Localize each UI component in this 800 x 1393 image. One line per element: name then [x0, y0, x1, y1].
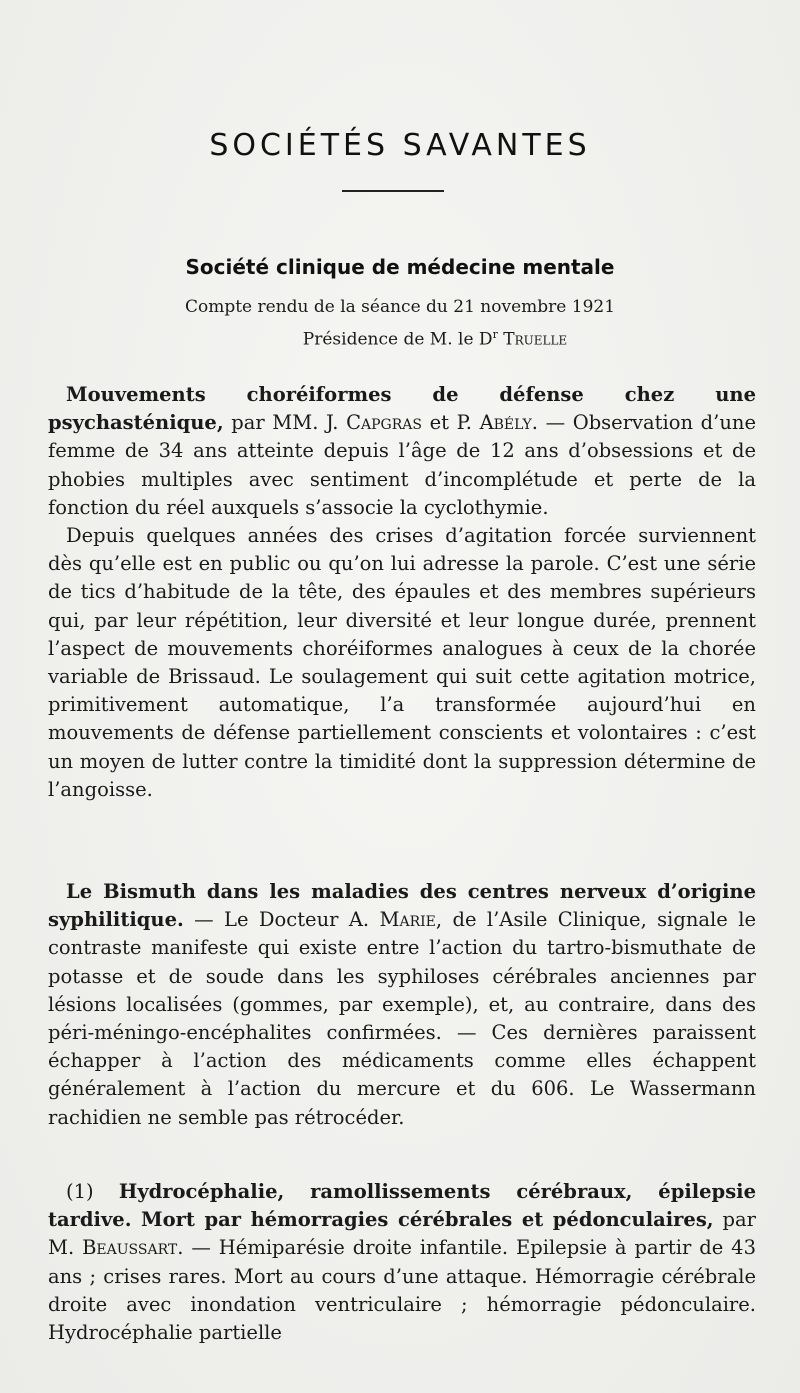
- article-byline: par M.: [48, 1208, 756, 1260]
- article-title: Hydrocéphalie, ramollissements cérébraux, épilepsie tardive. Mort par hémorragies cérébrales et pédonculaires,: [48, 1180, 756, 1232]
- article-paragraph: Depuis quelques années des crises d’agitation forcée surviennent dès qu’elle est en public ou qu’on lui adresse la parole. C’est une série de tics d’habitude de la tête, des épaules et des membres supérieurs qui, par leur répétition, leur diversité et leur longue durée, prennent l’aspect de mouvements choréiformes analogues à ceux de la chorée variable de Brissaud. Le soulagement qui suit cette agitation motrice, primitivement automatique, l’a transformée aujourd’hui en mouvements de défense partiellement conscients et volontaires : c’est un moyen de lutter contre la timidité dont la suppression détermine de l’angoisse.: [48, 524, 756, 801]
- article-paragraph: [48, 878, 756, 1132]
- article-byline: par MM. J.: [223, 411, 347, 435]
- article-intro: — Le Docteur A.: [183, 908, 380, 932]
- author-name: Capgras: [346, 411, 422, 435]
- section-heading: SOCIÉTÉS SAVANTES: [209, 128, 591, 163]
- article-bismuth: [48, 878, 756, 1132]
- author-name: Beaussart: [82, 1236, 178, 1260]
- president-name: Truelle: [503, 329, 568, 350]
- presidency-sup: r: [492, 328, 498, 341]
- article-paragraph: [48, 381, 756, 522]
- article-body: . — Hémiparésie droite infantile. Epilepsie à partir de 43 ans ; crises rares. Mort au cours d’une attaque. Hémorragie cérébrale droite avec inondation ventriculaire ; hémorragie pédonculaire. Hydrocéphalie partielle: [48, 1236, 756, 1345]
- article-body: , de l’Asile Clinique, signale le contraste manifeste qui existe entre l’action du tartro-bismuthate de potasse et de soude dans les syphiloses cérébrales anciennes par lésions localisées (gommes, par exemple), et, au contraire, dans des péri-méningo-encéphalites confirmées. — Ces dernières paraissent échapper à l’action des médicaments comme elles échappent généralement à l’action du mercure et du 606. Le Wassermann rachidien ne semble pas rétrocéder.: [48, 908, 756, 1129]
- presidency-line: [35, 328, 800, 350]
- article-conjunction: et P.: [422, 411, 480, 435]
- author-name: Marie: [379, 908, 436, 932]
- society-name: Société clinique de médecine mentale: [185, 255, 615, 279]
- article-title: Mouvements choréiformes de défense chez une psychasténique,: [48, 383, 756, 435]
- article-title: Le Bismuth dans les maladies des centres nerveux d’origine syphilitique.: [48, 880, 756, 932]
- footnote-marker: (1): [66, 1180, 119, 1203]
- article-hydrocephalie: [48, 1178, 756, 1347]
- author-name: Abély: [479, 411, 532, 435]
- article-paragraph: [48, 1178, 756, 1347]
- heading-rule: [342, 190, 444, 192]
- article-body: . — Observation d’une femme de 34 ans atteinte depuis l’âge de 12 ans d’obsessions et de phobies multiples avec sentiment d’incomplétude et perte de la fonction du réel auxquels s’associe la cyclothymie.: [48, 411, 756, 519]
- session-report-line: Compte rendu de la séance du 21 novembre 1921: [184, 297, 616, 317]
- presidency-prefix: Présidence de M. le D: [302, 329, 493, 350]
- article-choreiform: [48, 381, 756, 804]
